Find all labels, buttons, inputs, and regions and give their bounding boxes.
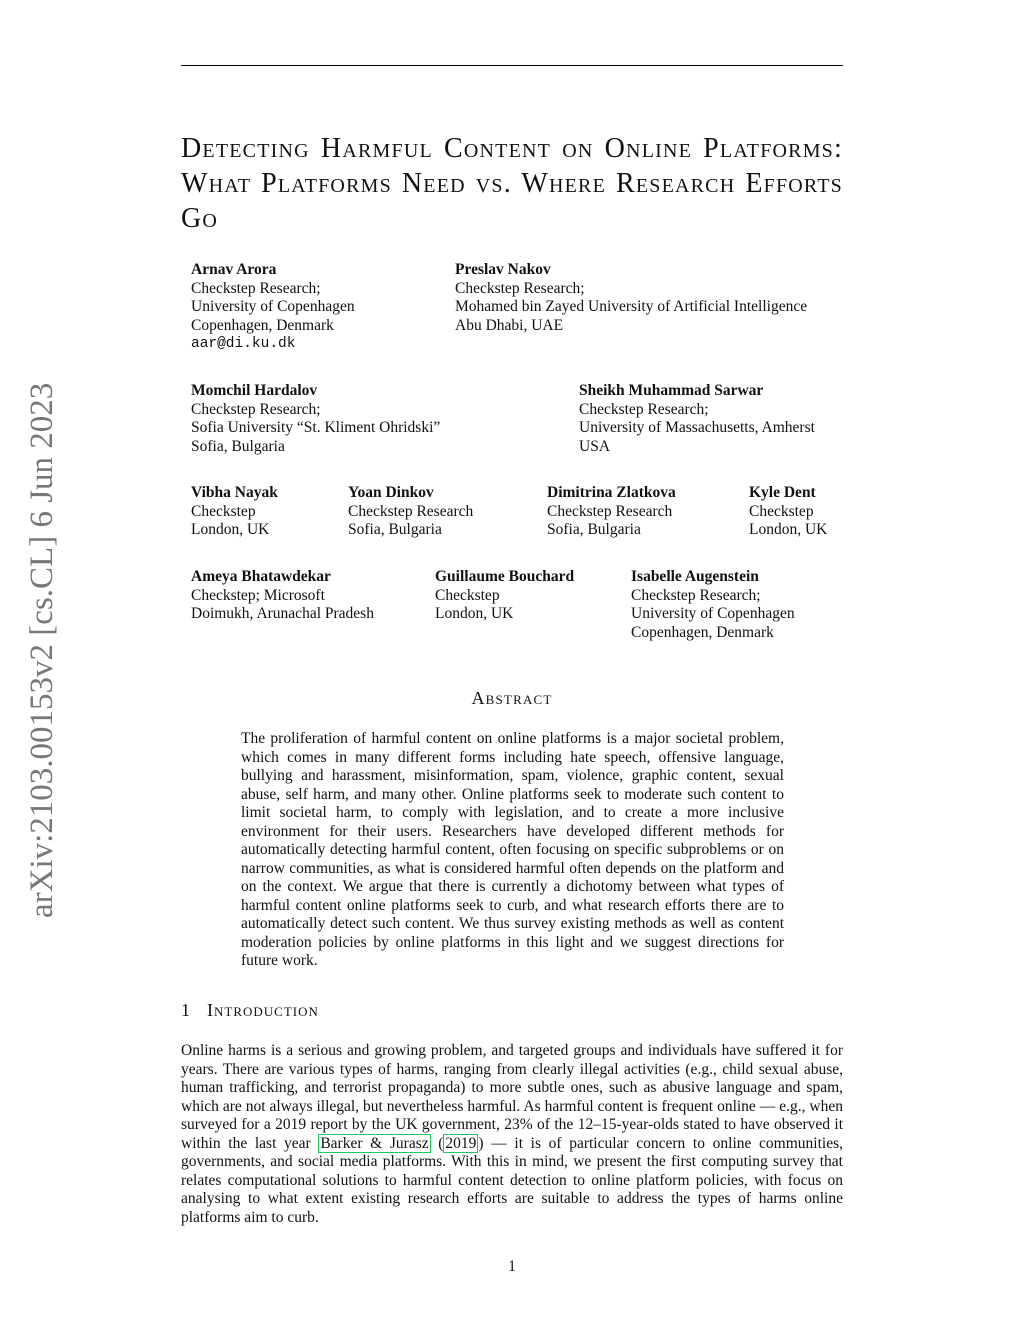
author-block: [547, 484, 676, 540]
author-location: USA: [579, 437, 611, 455]
author-affiliation: Checkstep Research;: [631, 586, 761, 604]
author-affiliation: Checkstep: [435, 586, 500, 604]
arxiv-identifier: arXiv:2103.00153v2 [cs.CL] 6 Jun 2023: [24, 382, 60, 918]
author-block: [191, 568, 374, 624]
introduction-paragraph: Online harms is a serious and growing problem, and targeted groups and individuals have suffered it for years. There are various types of harms, ranging from clearly illegal activities (e.g., child sexual abuse, human trafficking, and terrorist propaganda) to more subtle ones, such as abusive language and spam, which are not always illegal, but nevertheless harmful. As harmful content is frequent online — e.g., when surveyed for a 2019 report by the UK government, 23% of the 12–15-year-olds stated to have observed it within the last year Barker & Jurasz ( 2019 ) — it is of particular concern to online communities, governments, and social media platforms. With this in mind, we present the first computing survey that relates computational solutions to harmful content detection to online platform policies, with focus on analysing to what extent existing research efforts are suitable to address the types of harms online platforms aim to curb.: [181, 1042, 843, 1226]
citation-link-authors[interactable]: Barker & Jurasz: [320, 1134, 429, 1152]
author-location: Sofia, Bulgaria: [547, 521, 641, 538]
author-name: Ameya Bhatawdekar: [191, 568, 331, 585]
author-name: Isabelle Augenstein: [631, 568, 759, 585]
author-location: Abu Dhabi, UAE: [455, 316, 564, 334]
author-affiliation: Checkstep: [749, 502, 814, 520]
author-affiliation: Checkstep Research;: [455, 279, 585, 297]
author-affiliation: Checkstep: [191, 502, 256, 520]
author-name: Guillaume Bouchard: [435, 568, 575, 585]
header-rule: [181, 65, 843, 66]
author-location: Sofia, Bulgaria: [191, 437, 285, 455]
author-affiliation: University of Massachusetts, Amherst: [579, 419, 815, 436]
author-affiliation: Checkstep; Microsoft: [191, 586, 325, 604]
author-name: Momchil Hardalov: [191, 382, 318, 399]
author-location: Doimukh, Arunachal Pradesh: [191, 605, 374, 622]
author-affiliation: University of Copenhagen: [631, 605, 795, 622]
page-number: 1: [508, 1258, 516, 1275]
author-block: [191, 261, 355, 354]
intro-text-after: — it is of particular concern to online communities, governments, and social media platforms. With this in mind, we present the first computing survey that relates computational solutions to harmful content detection to online platform policies, with focus on analysing to what extent existing research efforts are suitable to address the types of harms online platforms aim to curb.: [181, 1134, 843, 1226]
author-email[interactable]: aar@di.ku.dk: [191, 336, 296, 352]
author-affiliation: Checkstep Research;: [191, 279, 321, 297]
author-name: Kyle Dent: [749, 484, 816, 501]
author-affiliation: Mohamed bin Zayed University of Artificial Intelligence: [455, 298, 808, 315]
section-heading: [181, 1000, 319, 1021]
author-block: [191, 484, 278, 540]
section-number: 1: [181, 1000, 191, 1020]
author-affiliation: Checkstep Research: [348, 502, 474, 520]
author-name: Vibha Nayak: [191, 484, 278, 501]
author-name: Arnav Arora: [191, 261, 277, 278]
abstract-text: The proliferation of harmful content on online platforms is a major societal problem, which comes in many different forms including hate speech, offensive language, bullying and harassment, misinformation, spam, violence, graphic content, sexual abuse, self harm, and many other. Online platforms seek to moderate such content to limit societal harm, to comply with legislation, and to create a more inclusive environment for their users. Researchers have developed different methods for automatically detecting harmful content, often focusing on specific subproblems or on narrow communities, as what is considered harmful often depends on the platform and on the context. We argue that there is currently a dichotomy between what types of harmful content online platforms seek to curb, and what research efforts there are to automatically detect such content. We thus survey existing methods as well as content moderation policies by online platforms in this light and we suggest directions for future work.: [241, 730, 784, 969]
author-name: Dimitrina Zlatkova: [547, 484, 676, 501]
author-affiliation: Sofia University “St. Kliment Ohridski”: [191, 419, 441, 436]
author-location: Copenhagen, Denmark: [191, 316, 334, 334]
section-title: Introduction: [207, 1000, 319, 1020]
author-location: Copenhagen, Denmark: [631, 623, 774, 641]
author-name: Sheikh Muhammad Sarwar: [579, 382, 764, 399]
author-block: [455, 261, 807, 335]
author-block: [749, 484, 827, 540]
author-location: Sofia, Bulgaria: [348, 521, 442, 538]
author-block: [348, 484, 473, 540]
author-name: Yoan Dinkov: [348, 484, 434, 501]
author-block: [579, 382, 815, 456]
author-location: London, UK: [191, 521, 270, 538]
intro-text-before: Online harms is a serious and growing problem, and targeted groups and individuals have suffered it for years. There are various types of harms, ranging from clearly illegal activities (e.g., child sexual abuse, human trafficking, and terrorist propaganda) to more subtle ones, such as abusive language and spam, which are not always illegal, but nevertheless harmful. As harmful content is frequent online — e.g., when surveyed for a 2019 report by the UK government, 23% of the 12–15-year-olds stated to have observed it within the last year: [181, 1042, 843, 1152]
citation-link-year[interactable]: 2019: [445, 1134, 477, 1152]
author-affiliation: Checkstep Research: [547, 502, 673, 520]
author-location: London, UK: [749, 521, 828, 538]
author-block: [435, 568, 574, 624]
author-affiliation: Checkstep Research;: [191, 400, 321, 418]
paper-title: Detecting Harmful Content on Online Platforms: What Platforms Need vs. Where Research Efforts Go: [181, 133, 843, 234]
author-name: Preslav Nakov: [455, 261, 551, 278]
author-block: [191, 382, 440, 456]
author-affiliation: University of Copenhagen: [191, 298, 355, 315]
abstract-heading: Abstract: [471, 688, 553, 708]
author-affiliation: Checkstep Research;: [579, 400, 709, 418]
author-block: [631, 568, 795, 642]
author-location: London, UK: [435, 605, 514, 622]
